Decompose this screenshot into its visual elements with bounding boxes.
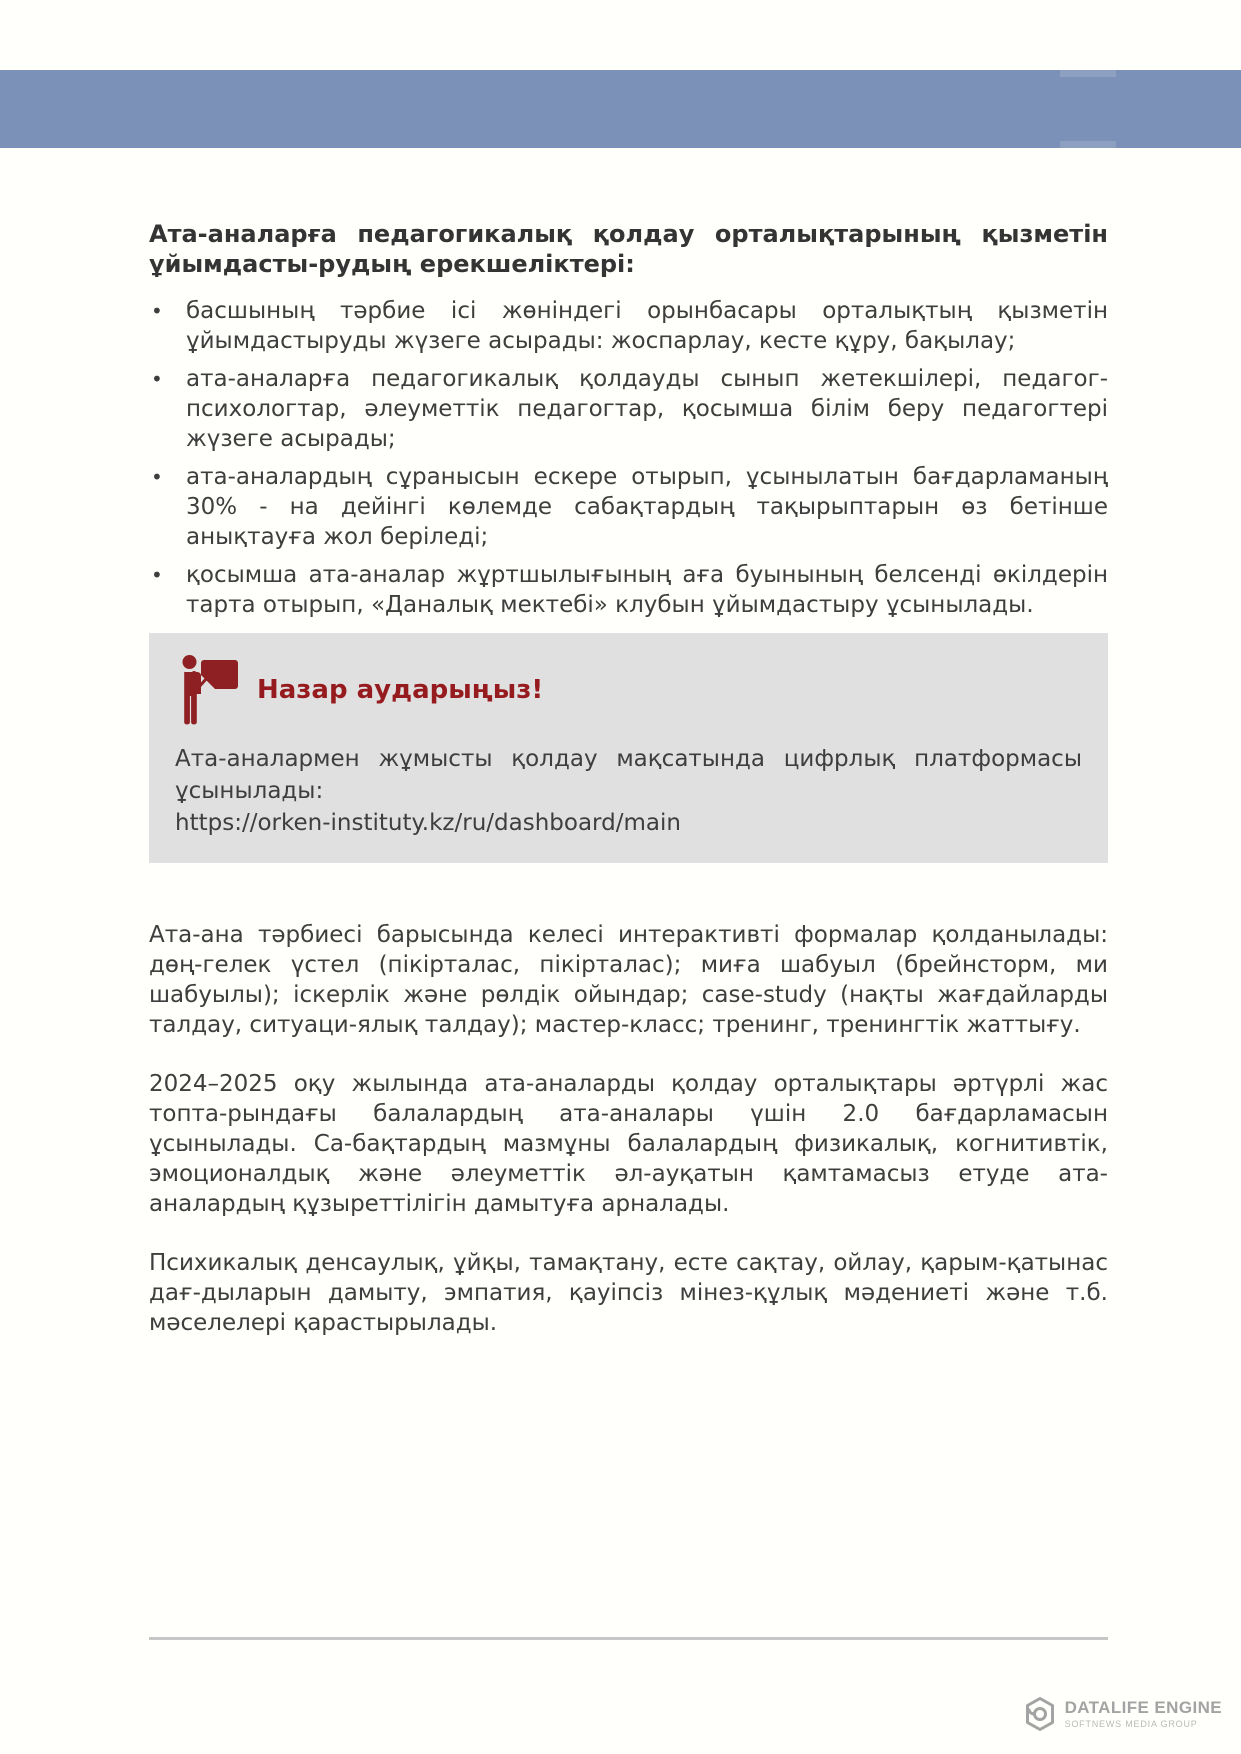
- paragraph: 2024–2025 оқу жылында ата-аналарды қолдау орталықтары әртүрлі жас топта-рындағы балалардың ата-аналары үшін 2.0 бағдарламасын ұсынылады. Са-бақтардың мазмұны балалардың физикалық, когнитивтік, эмоционалдық және әлеуметтік әл-ауқатын қамтамасыз етуде ата-аналардың құзыреттілігін дамытуға арналады.: [149, 1071, 1108, 1217]
- section-heading: Ата-аналарға педагогикалық қолдау орталықтарының қызметін ұйымдасты-рудың ерекшеліктері:: [149, 220, 1108, 278]
- paragraph: Психикалық денсаулық, ұйқы, тамақтану, есте сақтау, ойлау, қарым-қатынас дағ-дыларын дамыту, эмпатия, қауіпсіз мінез-құлық мәдениеті және т.б. мәселелері қарастырылады.: [149, 1250, 1108, 1336]
- list-item-text: қосымша ата-аналар жұртшылығының аға буынының белсенді өкілдерін тарта отырып, «Даналық мектебі» клубын ұйымдастыру ұсынылады.: [186, 562, 1108, 618]
- logo-title: DATALIFE ENGINE: [1064, 1697, 1222, 1717]
- platform-link[interactable]: https://orken-instituty.kz/ru/dashboard/main: [175, 810, 681, 836]
- paragraph: Ата-ана тәрбиесі барысында келесі интерактивті формалар қолданылады: дөң-гелек үстел (пікірталас, пікірталас); миға шабуыл (брейнсторм, ми шабуылы); іскерлік және рөлдік ойындар; case-study (нақты жағдайларды талдау, ситуаци-ялық талдау); мастер-класс; тренинг, тренингтік жаттығу.: [149, 922, 1108, 1038]
- callout-body: [175, 743, 1082, 839]
- list-item-text: ата-аналарға педагогикалық қолдауды сынып жетекшілері, педагог-психологтар, әлеуметтік педагогтар, қосымша білім беру педагогтері жүзеге асырады;: [186, 366, 1108, 452]
- footer-divider: [149, 1637, 1108, 1640]
- list-item-text: ата-аналардың сұранысын ескере отырып, ұсынылатын бағдарламаның 30% - на дейінгі көлемде сабақтардың тақырыптарын өз бетінше анықтауға жол беріледі;: [186, 464, 1108, 550]
- list-item: [149, 462, 1108, 552]
- teacher-blackboard-icon: [175, 654, 239, 726]
- logo-subtitle: SOFTNEWS MEDIA GROUP: [1064, 1718, 1198, 1729]
- header-band: [0, 70, 1241, 148]
- list-item: [149, 296, 1108, 356]
- callout-title: Назар аударыңыз!: [257, 675, 544, 705]
- band-highlight: [1060, 141, 1116, 148]
- bullet-list: [149, 296, 1108, 620]
- datalife-engine-logo[interactable]: [1022, 1696, 1222, 1732]
- attention-callout: [149, 633, 1108, 863]
- callout-text: Ата-аналармен жұмысты қолдау мақсатында цифрлық платформасы ұсынылады:: [175, 746, 1082, 804]
- bullet-icon: •: [151, 465, 163, 489]
- list-item: [149, 560, 1108, 620]
- bullet-icon: •: [151, 563, 163, 587]
- bullet-icon: •: [151, 299, 163, 323]
- document-body: [149, 219, 1108, 1367]
- band-highlight: [1060, 70, 1116, 77]
- bullet-icon: •: [151, 367, 163, 391]
- list-item-text: басшының тәрбие ісі жөніндегі орынбасары орталықтың қызметін ұйымдастыруды жүзеге асырады: жоспарлау, кесте құру, бақылау;: [186, 298, 1108, 354]
- datalife-engine-icon: [1022, 1696, 1058, 1732]
- list-item: [149, 364, 1108, 454]
- datalife-engine-text: [1065, 1699, 1222, 1730]
- callout-header: [175, 654, 1082, 726]
